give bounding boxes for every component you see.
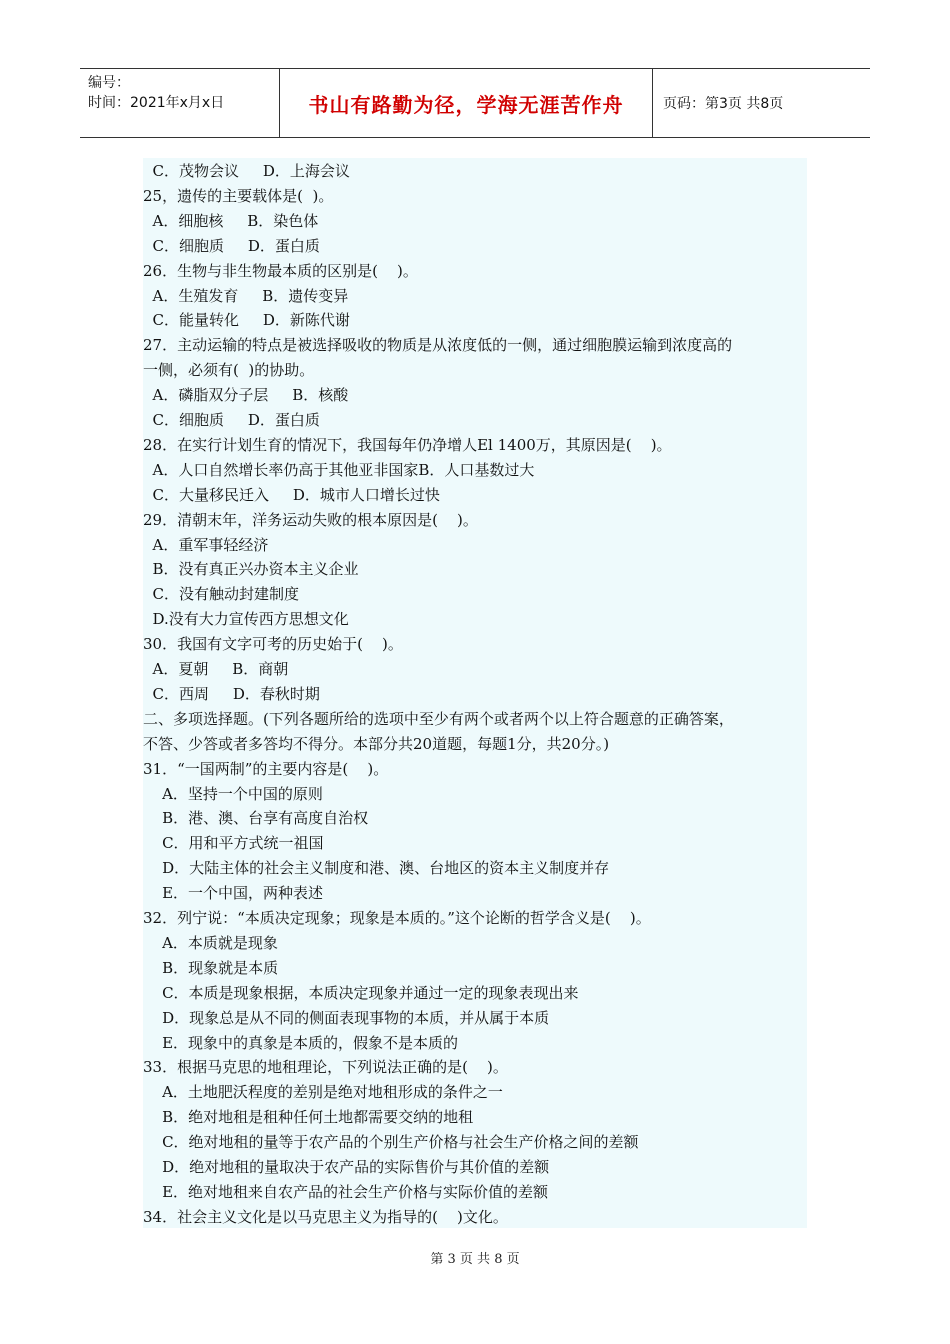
text-line: C．西周 D．春秋时期 xyxy=(143,684,320,703)
text-line: A．土地肥沃程度的差别是绝对地租形成的条件之一 xyxy=(143,1083,503,1102)
text-line: 29．清朝末年，洋务运动失败的根本原因是( )。 xyxy=(143,510,478,529)
text-line: A．磷脂双分子层 B．核酸 xyxy=(143,386,349,405)
text-line: C．绝对地租的量等于农产品的个别生产价格与社会生产价格之间的差额 xyxy=(143,1133,639,1152)
text-line: D．现象总是从不同的侧面表现事物的本质，并从属于本质 xyxy=(143,1008,550,1027)
text-line: A．夏朝 B．商朝 xyxy=(143,660,289,678)
text-line: 26．生物与非生物最本质的区别是( )。 xyxy=(143,261,418,280)
page-header xyxy=(80,68,870,138)
text-line: C．细胞质 D．蛋白质 xyxy=(143,236,320,255)
text-line: C．用和平方式统一祖国 xyxy=(143,834,324,853)
text-line: C．没有触动封建制度 xyxy=(143,585,300,604)
text-line: 34．社会主义文化是以马克思主义为指导的( )文化。 xyxy=(143,1207,508,1226)
text-line: D.没有大力宣传西方思想文化 xyxy=(143,610,349,629)
text-line: 27．主动运输的特点是被选择吸收的物质是从浓度低的一侧，通过细胞膜运输到浓度高的 xyxy=(143,336,733,355)
text-line: B．港、澳、台享有高度自治权 xyxy=(143,809,369,828)
text-line: A．坚持一个中国的原则 xyxy=(143,784,323,803)
text-line: A．重军事轻经济 xyxy=(143,535,269,554)
text-line: C．茂物会议 D．上海会议 xyxy=(143,162,350,180)
text-line: 32．列宁说：“本质决定现象；现象是本质的。”这个论断的哲学含义是( )。 xyxy=(143,909,651,927)
text-line: 30．我国有文字可考的历史始于( )。 xyxy=(143,635,403,654)
text-line: 二、多项选择题。(下列各题所给的选项中至少有两个或者两个以上符合题意的正确答案， xyxy=(143,709,734,728)
text-line: A．人口自然增长率仍高于其他亚非国家B．人口基数过大 xyxy=(143,460,535,479)
text-line: C．本质是现象根据，本质决定现象并通过一定的现象表现出来 xyxy=(143,983,579,1002)
text-line: 一侧，必须有( )的协助。 xyxy=(143,361,315,380)
header-page-info: 页码：第3页 共8页 xyxy=(663,96,784,112)
text-line: D．绝对地租的量取决于农产品的实际售价与其价值的差额 xyxy=(143,1158,550,1176)
text-line: 25，遗传的主要载体是( )。 xyxy=(143,186,334,205)
text-line: A．生殖发育 B．遗传变异 xyxy=(143,286,349,305)
header-meta xyxy=(80,69,280,137)
text-line: A．本质就是现象 xyxy=(143,933,278,952)
text-line: B．没有真正兴办资本主义企业 xyxy=(143,560,359,579)
text-line: E．现象中的真象是本质的，假象不是本质的 xyxy=(143,1033,459,1052)
page-footer: 第 3 页 共 8 页 xyxy=(430,1252,520,1267)
text-line: 33．根据马克思的地租理论，下列说法正确的是( )。 xyxy=(143,1058,508,1077)
text-line: 31．“一国两制”的主要内容是( )。 xyxy=(143,759,389,778)
text-line: D．大陆主体的社会主义制度和港、澳、台地区的资本主义制度并存 xyxy=(143,859,610,878)
header-motto: 书山有路勤为径，学海无涯苦作舟 xyxy=(280,69,653,137)
time-label: 时间：2021年x月x日 xyxy=(88,95,225,111)
number-label: 编号： xyxy=(88,75,130,91)
text-line: C．大量移民迁入 D．城市人口增长过快 xyxy=(143,485,440,504)
text-line: B．现象就是本质 xyxy=(143,958,279,977)
text-line: E．绝对地租来自农产品的社会生产价格与实际价值的差额 xyxy=(143,1182,549,1201)
text-line: B．绝对地租是租种任何土地都需要交纳的地租 xyxy=(143,1108,474,1127)
text-line: E．一个中国，两种表述 xyxy=(143,884,324,903)
document-body xyxy=(143,158,807,1228)
text-line: C．能量转化 D．新陈代谢 xyxy=(143,311,350,330)
text-line: C．细胞质 D．蛋白质 xyxy=(143,411,320,429)
text-line: 28．在实行计划生育的情况下，我国每年仍净增人El 1400万，其原因是( )。 xyxy=(143,435,672,454)
text-line: 不答、少答或者多答均不得分。本部分共20道题，每题1分，共20分。) xyxy=(143,734,610,753)
text-line: A．细胞核 B．染色体 xyxy=(143,211,319,230)
